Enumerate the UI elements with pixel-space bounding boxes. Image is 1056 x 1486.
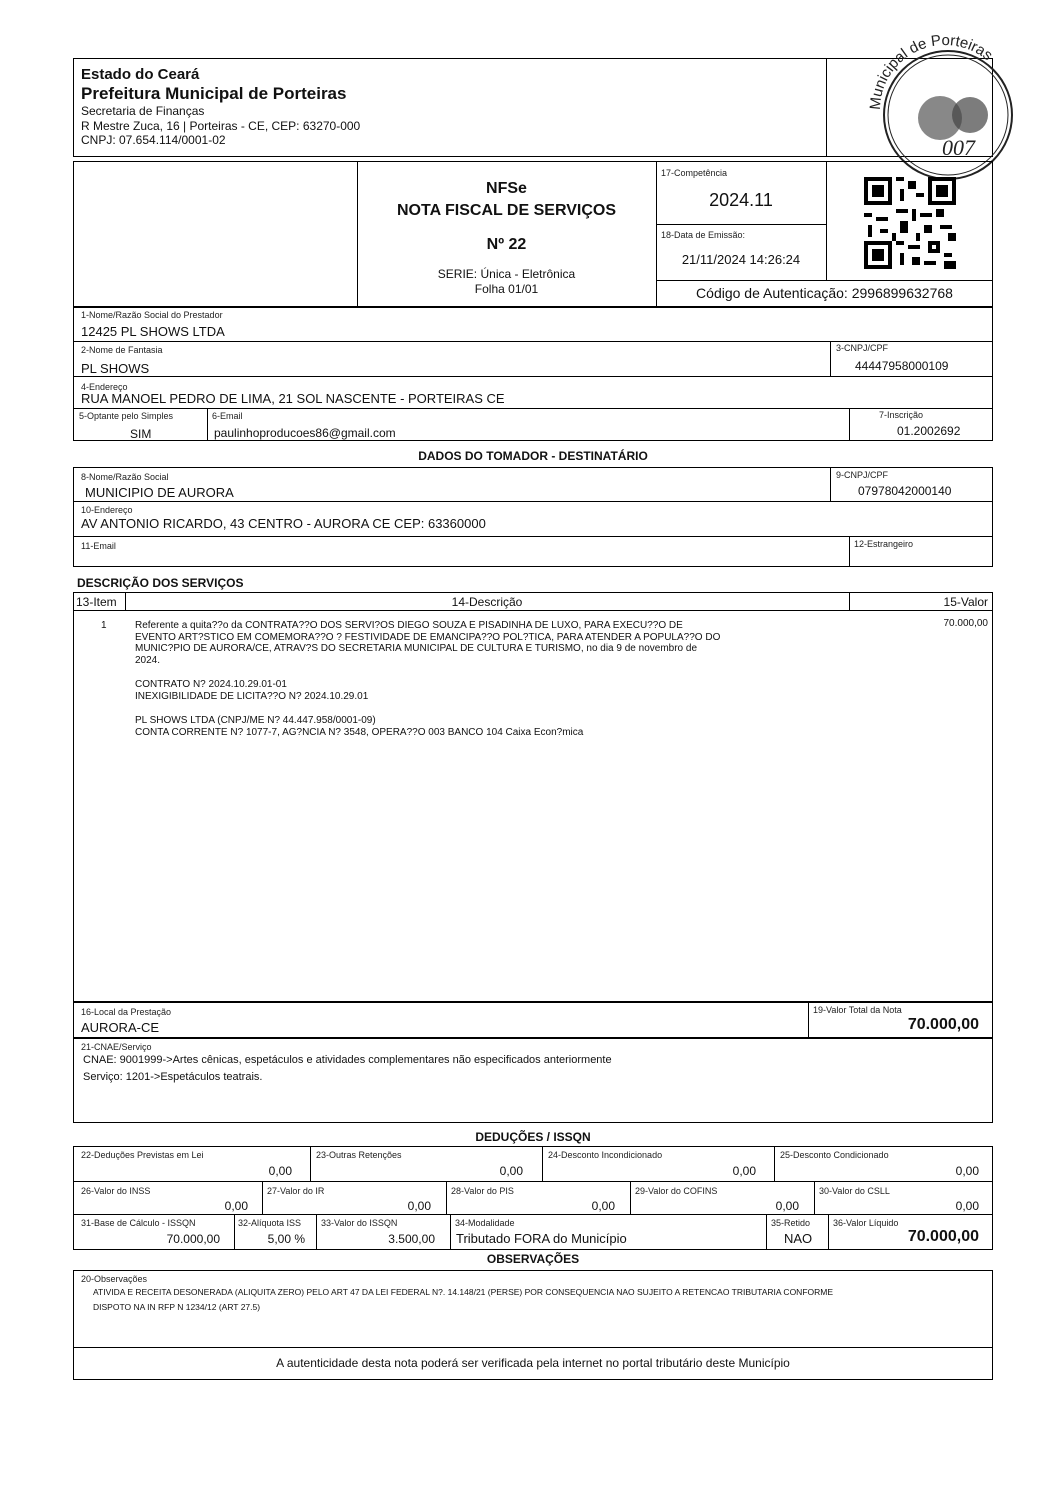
pis-label: 28-Valor do PIS	[451, 1186, 514, 1196]
prestador-name: 12425 PL SHOWS LTDA	[81, 324, 225, 339]
observacoes-section-title: OBSERVAÇÕES	[486, 1252, 580, 1266]
issuer-address: R Mestre Zuca, 16 | Porteiras - CE, CEP: 63270-000	[81, 119, 361, 133]
prestador-cnpj-label: 3-CNPJ/CPF	[836, 343, 889, 353]
prestador-endereco-label: 4-Endereço	[81, 382, 128, 392]
modalidade-label: 34-Modalidade	[455, 1218, 515, 1228]
outras-retencoes-value: 0,00	[499, 1164, 523, 1178]
city-hall-name: Prefeitura Municipal de Porteiras	[81, 84, 347, 103]
col-desc-header: 14-Descrição	[451, 595, 523, 609]
service-value: 70.000,00	[943, 618, 988, 629]
document-series: SERIE: Única - Eletrônica	[437, 267, 576, 281]
desconto-incondicionado-label: 24-Desconto Incondicionado	[548, 1150, 663, 1160]
simples-value: SIM	[130, 427, 152, 441]
tomador-cnpj: 07978042000140	[858, 484, 952, 498]
emissao-label: 18-Data de Emissão:	[661, 230, 746, 240]
inscricao-label: 7-Inscrição	[879, 410, 924, 420]
cnae-label: 21-CNAE/Serviço	[81, 1042, 152, 1052]
nfse-label: NFSe	[486, 180, 527, 197]
svg-text:Municipal de Porteiras: Municipal de Porteiras	[866, 31, 996, 111]
tomador-cnpj-label: 9-CNPJ/CPF	[836, 470, 889, 480]
qr-code[interactable]	[864, 177, 956, 269]
emissao-value: 21/11/2024 14:26:24	[681, 252, 801, 267]
document-title: NOTA FISCAL DE SERVIÇOS	[397, 202, 616, 219]
prestador-name-label: 1-Nome/Razão Social do Prestador	[81, 310, 223, 320]
cofins-value: 0,00	[775, 1199, 799, 1213]
contrato-line: CONTRATO N? 2024.10.29.01-01	[135, 679, 287, 690]
valor-liquido-value: 70.000,00	[907, 1228, 979, 1245]
municipal-seal-stamp	[860, 30, 1030, 180]
document-number: Nº 22	[486, 236, 527, 253]
base-calculo-value: 70.000,00	[166, 1232, 220, 1246]
csll-value: 0,00	[955, 1199, 979, 1213]
total-value: 70.000,00	[907, 1016, 979, 1033]
service-description	[135, 620, 841, 738]
state-name: Estado do Ceará	[81, 66, 200, 83]
desconto-incondicionado-value: 0,00	[732, 1164, 756, 1178]
servicos-section-title: DESCRIÇÃO DOS SERVIÇOS	[77, 576, 244, 590]
retido-label: 35-Retido	[771, 1218, 811, 1228]
observacoes-label: 20-Observações	[81, 1274, 148, 1284]
prestador-email: paulinhoproducoes86@gmail.com	[214, 426, 396, 440]
svg-text:007: 007	[942, 135, 975, 160]
desc-line-2: EVENTO ART?STICO EM COMEMORA??O ? FESTIVIDADE DE EMANCIPA??O POL?TICA, PARA ATENDER A POPULA??O DO	[135, 631, 721, 643]
observacoes-line-1: ATIVIDA E RECEITA DESONERADA (ALIQUITA ZERO) PELO ART 47 DA LEI FEDERAL N?. 14.148/21 (PERSE) POR CONSEQUENCIA NAO SUJEITO A RETENCAO TRIBUTARIA CONFORME	[93, 1287, 834, 1297]
tomador-name: MUNICIPIO DE AURORA	[85, 485, 234, 500]
deducoes-lei-label: 22-Deduções Previstas em Lei	[81, 1150, 204, 1160]
competencia-value: 2024.11	[709, 190, 773, 210]
prestador-cnpj: 44447958000109	[855, 359, 949, 373]
conta-line: CONTA CORRENTE N? 1077-7, AG?NCIA N? 3548, OPERA??O 003 BANCO 104 Caixa Econ?mica	[135, 726, 584, 738]
cnpj-line: PL SHOWS LTDA (CNPJ/ME N? 44.447.958/0001-09)	[135, 715, 376, 726]
col-valor-header: 15-Valor	[943, 595, 988, 609]
outras-retencoes-label: 23-Outras Retenções	[316, 1150, 402, 1160]
competencia-label: 17-Competência	[661, 168, 728, 178]
desc-line-4: 2024.	[135, 654, 161, 666]
total-label: 19-Valor Total da Nota	[813, 1005, 902, 1015]
observacoes-line-2: DISPOTO NA IN RFP N 1234/12 (ART 27.5)	[93, 1302, 261, 1312]
email-label: 6-Email	[212, 411, 243, 421]
simples-label: 5-Optante pelo Simples	[79, 411, 174, 421]
local-label: 16-Local da Prestação	[81, 1007, 172, 1017]
servico-line: Serviço: 1201->Espetáculos teatrais.	[83, 1071, 263, 1083]
tomador-email-label: 11-Email	[81, 541, 116, 551]
valor-issqn-value: 3.500,00	[388, 1232, 435, 1246]
inscricao-value: 01.2002692	[897, 424, 961, 438]
aliquota-label: 32-Alíquota ISS	[238, 1218, 302, 1228]
inexigibilidade-line: INEXIGIBILIDADE DE LICITA??O N? 2024.10.29.01	[135, 690, 369, 702]
authenticity-footer: A autenticidade desta nota poderá ser verificada pela internet no portal tributário deste Município	[276, 1356, 790, 1370]
inss-value: 0,00	[224, 1199, 248, 1213]
authentication-code: Código de Autenticação: 2996899632768	[696, 285, 953, 301]
ir-label: 27-Valor do IR	[267, 1186, 325, 1196]
base-calculo-label: 31-Base de Cálculo - ISSQN	[81, 1218, 196, 1228]
deducoes-section-title: DEDUÇÕES / ISSQN	[475, 1130, 591, 1144]
fantasia-value: PL SHOWS	[81, 361, 150, 376]
cnae-line: CNAE: 9001999->Artes cênicas, espetáculos e atividades complementares não especificados anteriormente	[83, 1054, 612, 1066]
fantasia-label: 2-Nome de Fantasia	[81, 345, 163, 355]
tomador-endereco: AV ANTONIO RICARDO, 43 CENTRO - AURORA CE CEP: 63360000	[81, 516, 486, 531]
tomador-name-label: 8-Nome/Razão Social	[81, 472, 169, 482]
desconto-condicionado-value: 0,00	[955, 1164, 979, 1178]
csll-label: 30-Valor do CSLL	[819, 1186, 890, 1196]
aliquota-value: 5,00 %	[267, 1232, 305, 1246]
ir-value: 0,00	[407, 1199, 431, 1213]
service-item-number: 1	[101, 620, 107, 631]
desconto-condicionado-label: 25-Desconto Condicionado	[780, 1150, 889, 1160]
retido-value: NAO	[784, 1231, 813, 1246]
col-item-header: 13-Item	[76, 595, 117, 609]
valor-issqn-label: 33-Valor do ISSQN	[321, 1218, 398, 1228]
local-value: AURORA-CE	[81, 1020, 160, 1035]
department-name: Secretaria de Finanças	[81, 104, 205, 118]
tomador-section-title: DADOS DO TOMADOR - DESTINATÁRIO	[418, 449, 648, 463]
valor-liquido-label: 36-Valor Líquido	[833, 1218, 899, 1228]
cofins-label: 29-Valor do COFINS	[635, 1186, 718, 1196]
estrangeiro-label: 12-Estrangeiro	[854, 539, 914, 549]
tomador-endereco-label: 10-Endereço	[81, 505, 133, 515]
deducoes-lei-value: 0,00	[268, 1164, 292, 1178]
document-sheet: Folha 01/01	[474, 282, 539, 296]
issuer-cnpj: CNPJ: 07.654.114/0001-02	[81, 133, 226, 147]
desc-line-3: MUNIC?PIO DE AURORA/CE, ATRAV?S DO SECRETARIA MUNICIPAL DE CULTURA E TURISMO, no dia 9 de novembro de	[135, 643, 698, 654]
desc-line-1: Referente a quita??o da CONTRATA??O DOS SERVI?OS DIEGO SOUZA E PISADINHA DE LUXO, PARA EXECU??O DE	[135, 620, 683, 631]
pis-value: 0,00	[591, 1199, 615, 1213]
modalidade-value: Tributado FORA do Município	[456, 1231, 627, 1246]
prestador-endereco: RUA MANOEL PEDRO DE LIMA, 21 SOL NASCENTE - PORTEIRAS CE	[81, 391, 505, 406]
inss-label: 26-Valor do INSS	[81, 1186, 151, 1196]
